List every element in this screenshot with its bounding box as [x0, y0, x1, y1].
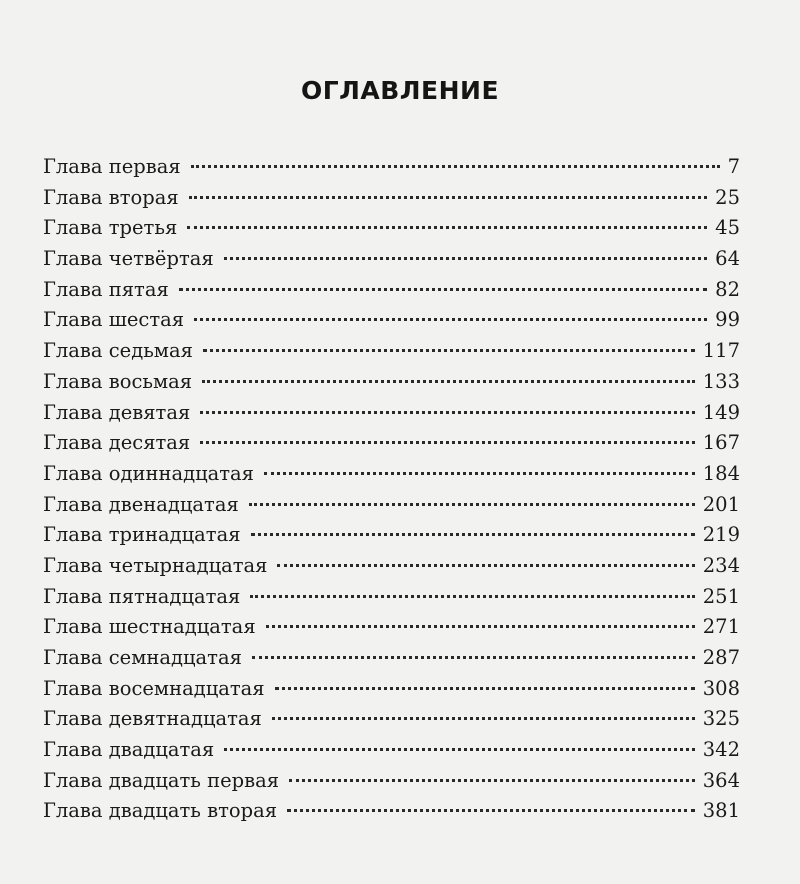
- toc-row: [43, 428, 740, 459]
- toc-chapter-label: Глава тринадцатая: [43, 523, 241, 547]
- dot-leader: [264, 472, 695, 475]
- toc-page-number: 342: [702, 738, 740, 762]
- toc-page-number: 325: [702, 707, 740, 731]
- dot-leader: [252, 656, 695, 659]
- toc-page-number: 25: [715, 185, 740, 209]
- toc-chapter-label: Глава седьмая: [43, 339, 193, 363]
- dot-leader: [224, 748, 695, 751]
- toc-row: [43, 735, 740, 766]
- toc-chapter-label: Глава третья: [43, 216, 178, 240]
- toc-page-number: 234: [702, 553, 740, 577]
- toc-page-number: 271: [702, 615, 740, 639]
- toc-row: [43, 490, 740, 521]
- page-title: ОГЛАВЛЕНИЕ: [300, 76, 500, 105]
- toc-chapter-label: Глава двадцать первая: [43, 768, 280, 792]
- toc-row: [43, 520, 740, 551]
- toc-page-number: 381: [702, 799, 740, 823]
- toc-chapter-label: Глава пятая: [43, 277, 169, 301]
- toc-row: [43, 336, 740, 367]
- toc-page-number: 149: [702, 400, 740, 424]
- dot-leader: [250, 595, 694, 598]
- dot-leader: [189, 196, 708, 199]
- dot-leader: [266, 625, 695, 628]
- dot-leader: [275, 687, 695, 690]
- dot-leader: [203, 349, 695, 352]
- toc-row: [43, 152, 740, 183]
- dot-leader: [194, 318, 707, 321]
- dot-leader: [200, 441, 695, 444]
- toc-page-number: 82: [715, 277, 740, 301]
- toc-chapter-label: Глава двенадцатая: [43, 492, 239, 516]
- toc-row: [43, 305, 740, 336]
- toc-page-number: 184: [702, 461, 740, 485]
- dot-leader: [272, 717, 695, 720]
- toc-page-number: 99: [715, 308, 740, 332]
- toc-chapter-label: Глава четвёртая: [43, 247, 214, 271]
- dot-leader: [224, 257, 708, 260]
- toc-chapter-label: Глава первая: [43, 155, 181, 178]
- toc-row: [43, 459, 740, 490]
- dot-leader: [200, 411, 694, 414]
- toc-row: [43, 643, 740, 674]
- toc-row: [43, 183, 740, 214]
- toc-row: [43, 213, 740, 244]
- toc-row: [43, 398, 740, 429]
- toc-page-number: 201: [702, 492, 740, 516]
- toc-chapter-label: Глава одиннадцатая: [43, 461, 254, 485]
- toc-page-number: 7: [727, 155, 740, 178]
- toc-page-number: 364: [702, 768, 740, 792]
- toc-row: [43, 612, 740, 643]
- toc-page-number: 219: [702, 523, 740, 547]
- toc-page-number: 64: [715, 247, 740, 271]
- toc-chapter-label: Глава пятнадцатая: [43, 584, 241, 608]
- toc-chapter-label: Глава шестая: [43, 308, 185, 332]
- dot-leader: [191, 165, 720, 168]
- toc-page-number: 287: [702, 646, 740, 669]
- dot-leader: [187, 226, 707, 229]
- dot-leader: [251, 533, 695, 536]
- toc-page-number: 133: [702, 369, 740, 393]
- dot-leader: [287, 809, 695, 812]
- toc-chapter-label: Глава шестнадцатая: [43, 615, 256, 639]
- toc-chapter-label: Глава восемнадцатая: [43, 676, 265, 700]
- toc-page-number: 117: [702, 339, 740, 363]
- toc-row: [43, 766, 740, 797]
- toc-row: [43, 367, 740, 398]
- toc-chapter-label: Глава двадцатая: [43, 738, 215, 762]
- toc-row: [43, 674, 740, 705]
- table-of-contents: [43, 152, 740, 827]
- toc-chapter-label: Глава девятая: [43, 400, 191, 424]
- toc-chapter-label: Глава семнадцатая: [43, 646, 242, 669]
- toc-page-number: 251: [702, 584, 740, 608]
- dot-leader: [202, 380, 695, 383]
- dot-leader: [277, 564, 694, 567]
- toc-row: [43, 551, 740, 582]
- toc-row: [43, 244, 740, 275]
- toc-page-number: 308: [702, 676, 740, 700]
- toc-row: [43, 796, 740, 827]
- toc-row: [43, 704, 740, 735]
- toc-chapter-label: Глава девятнадцатая: [43, 707, 262, 731]
- toc-chapter-label: Глава восьмая: [43, 369, 193, 393]
- toc-chapter-label: Глава четырнадцатая: [43, 553, 268, 577]
- toc-page-number: 45: [715, 216, 740, 240]
- toc-page-number: 167: [702, 431, 740, 455]
- toc-row: [43, 275, 740, 306]
- dot-leader: [249, 503, 695, 506]
- dot-leader: [179, 288, 707, 291]
- dot-leader: [289, 779, 695, 782]
- toc-chapter-label: Глава двадцать вторая: [43, 799, 278, 823]
- toc-row: [43, 582, 740, 613]
- toc-chapter-label: Глава вторая: [43, 185, 179, 209]
- toc-chapter-label: Глава десятая: [43, 431, 191, 455]
